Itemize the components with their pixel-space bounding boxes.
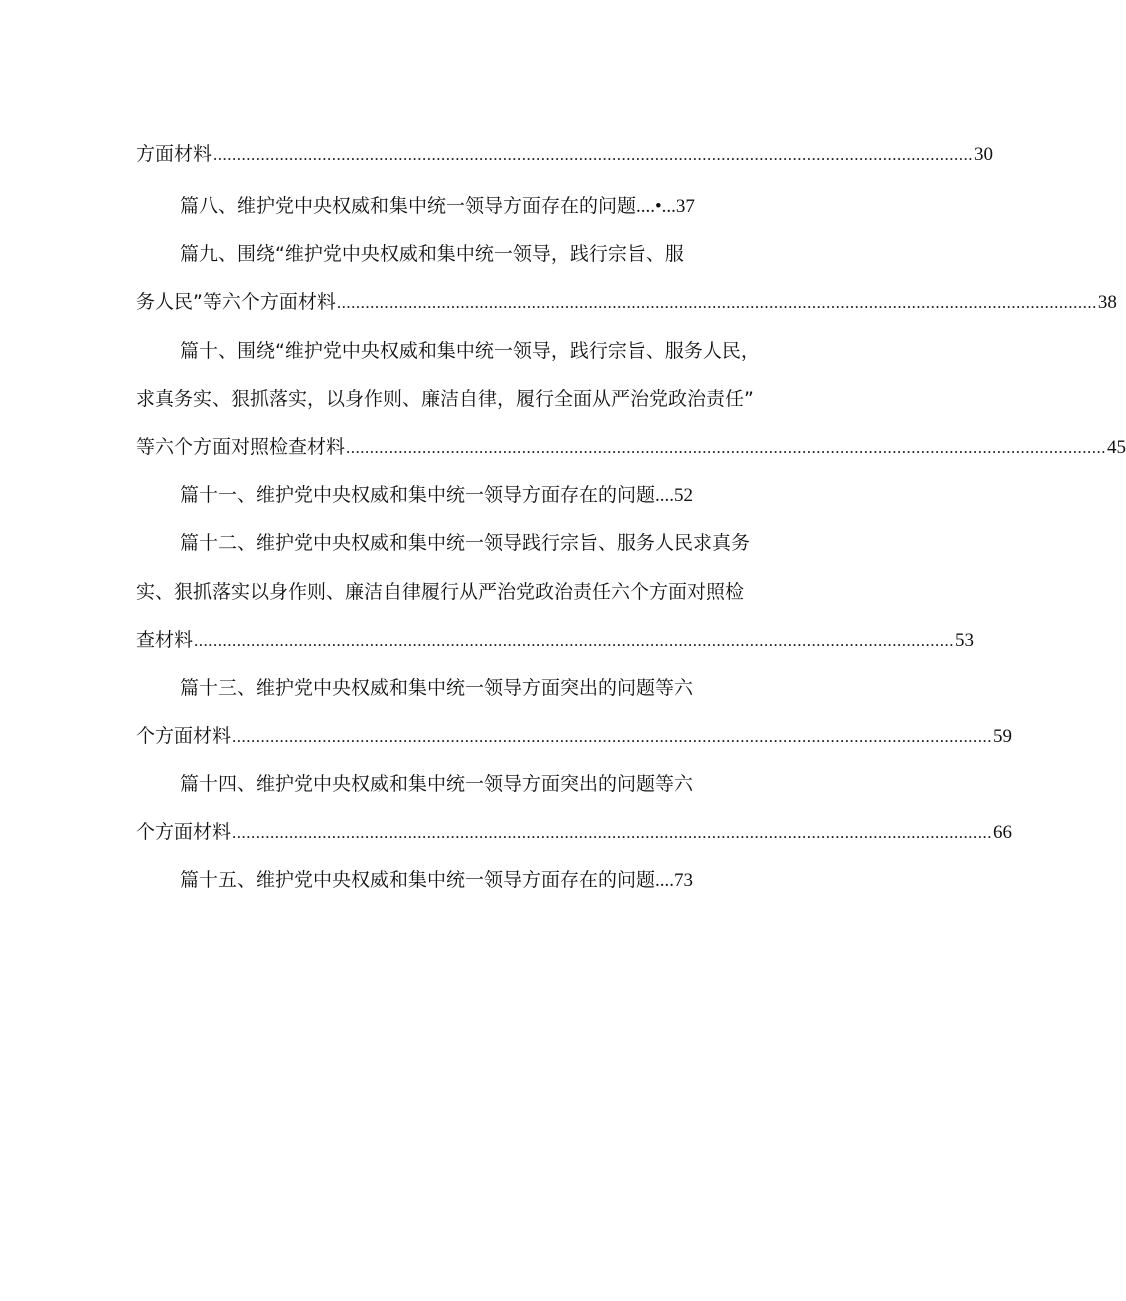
toc-entry-13-line2 bbox=[136, 720, 1013, 752]
page-number: 38 bbox=[1097, 292, 1117, 313]
toc-entry-text: 求真务实、狠抓落实，以身作则、廉洁自律，履行全面从严治党政治责任” bbox=[136, 388, 754, 410]
dot-leader: ................................................................................................................................................................ bbox=[213, 145, 974, 164]
toc-entry-text: 篇十五、维护党中央权威和集中统一领导方面存在的问题 bbox=[180, 869, 656, 891]
page-number: 37 bbox=[675, 196, 695, 217]
toc-entry-10-line3 bbox=[136, 431, 1126, 463]
toc-entry-9-line2 bbox=[136, 286, 1117, 318]
toc-entry-text: 篇十三、维护党中央权威和集中统一领导方面突出的问题等六 bbox=[180, 677, 694, 699]
dot-leader: ....•... bbox=[636, 196, 676, 217]
page-number: 53 bbox=[955, 630, 975, 651]
page-number: 30 bbox=[974, 144, 994, 165]
toc-entry-text: 个方面材料 bbox=[136, 725, 232, 747]
toc-entry-12-line1 bbox=[180, 527, 786, 559]
toc-entry-14-line2 bbox=[136, 816, 1013, 848]
dot-leader: ................................................................................................................................................................ bbox=[232, 727, 993, 746]
dot-leader: .... bbox=[655, 485, 675, 506]
toc-entry-12-line3 bbox=[136, 624, 975, 656]
toc-entry-10-line1 bbox=[180, 335, 786, 367]
toc-entry-text: 查材料 bbox=[136, 629, 194, 651]
toc-entry-continuation bbox=[136, 138, 994, 170]
toc-entry-12-line2 bbox=[136, 576, 786, 608]
page-number: 52 bbox=[674, 485, 694, 506]
toc-entry-text: 篇十二、维护党中央权威和集中统一领导践行宗旨、服务人民求真务 bbox=[180, 532, 751, 554]
toc-entry-text: 篇九、围绕“维护党中央权威和集中统一领导，践行宗旨、服 bbox=[180, 243, 684, 265]
toc-entry-10-line2 bbox=[136, 383, 786, 415]
toc-entry-11 bbox=[180, 479, 726, 511]
toc-entry-text: 篇八、维护党中央权威和集中统一领导方面存在的问题 bbox=[180, 195, 637, 217]
page-number: 73 bbox=[674, 870, 694, 891]
dot-leader: ................................................................................................................................................................ bbox=[232, 823, 993, 842]
page-number: 59 bbox=[993, 726, 1013, 747]
toc-entry-text: 等六个方面对照检查材料 bbox=[136, 436, 346, 458]
toc-entry-text: 篇十、围绕“维护党中央权威和集中统一领导，践行宗旨、服务人民， bbox=[180, 340, 760, 362]
dot-leader: .... bbox=[655, 870, 675, 891]
toc-entry-text: 方面材料 bbox=[136, 143, 213, 165]
toc-entry-text: 篇十四、维护党中央权威和集中统一领导方面突出的问题等六 bbox=[180, 773, 694, 795]
toc-entry-text: 篇十一、维护党中央权威和集中统一领导方面存在的问题 bbox=[180, 484, 656, 506]
page-number: 45 bbox=[1107, 437, 1126, 458]
toc-entry-text: 务人民”等六个方面材料 bbox=[136, 291, 336, 313]
toc-entry-15 bbox=[180, 864, 726, 896]
page-number: 66 bbox=[993, 822, 1013, 843]
toc-entry-8 bbox=[180, 190, 726, 222]
dot-leader: ................................................................................................................................................................ bbox=[336, 293, 1097, 312]
dot-leader: ................................................................................................................................................................ bbox=[194, 631, 955, 650]
toc-entry-13-line1 bbox=[180, 672, 786, 704]
toc-entry-text: 实、狠抓落实以身作则、廉洁自律履行从严治党政治责任六个方面对照检 bbox=[136, 581, 745, 603]
toc-entry-text: 个方面材料 bbox=[136, 821, 232, 843]
dot-leader: ................................................................................................................................................................ bbox=[346, 438, 1107, 457]
toc-entry-14-line1 bbox=[180, 768, 786, 800]
toc-entry-9-line1 bbox=[180, 238, 786, 270]
